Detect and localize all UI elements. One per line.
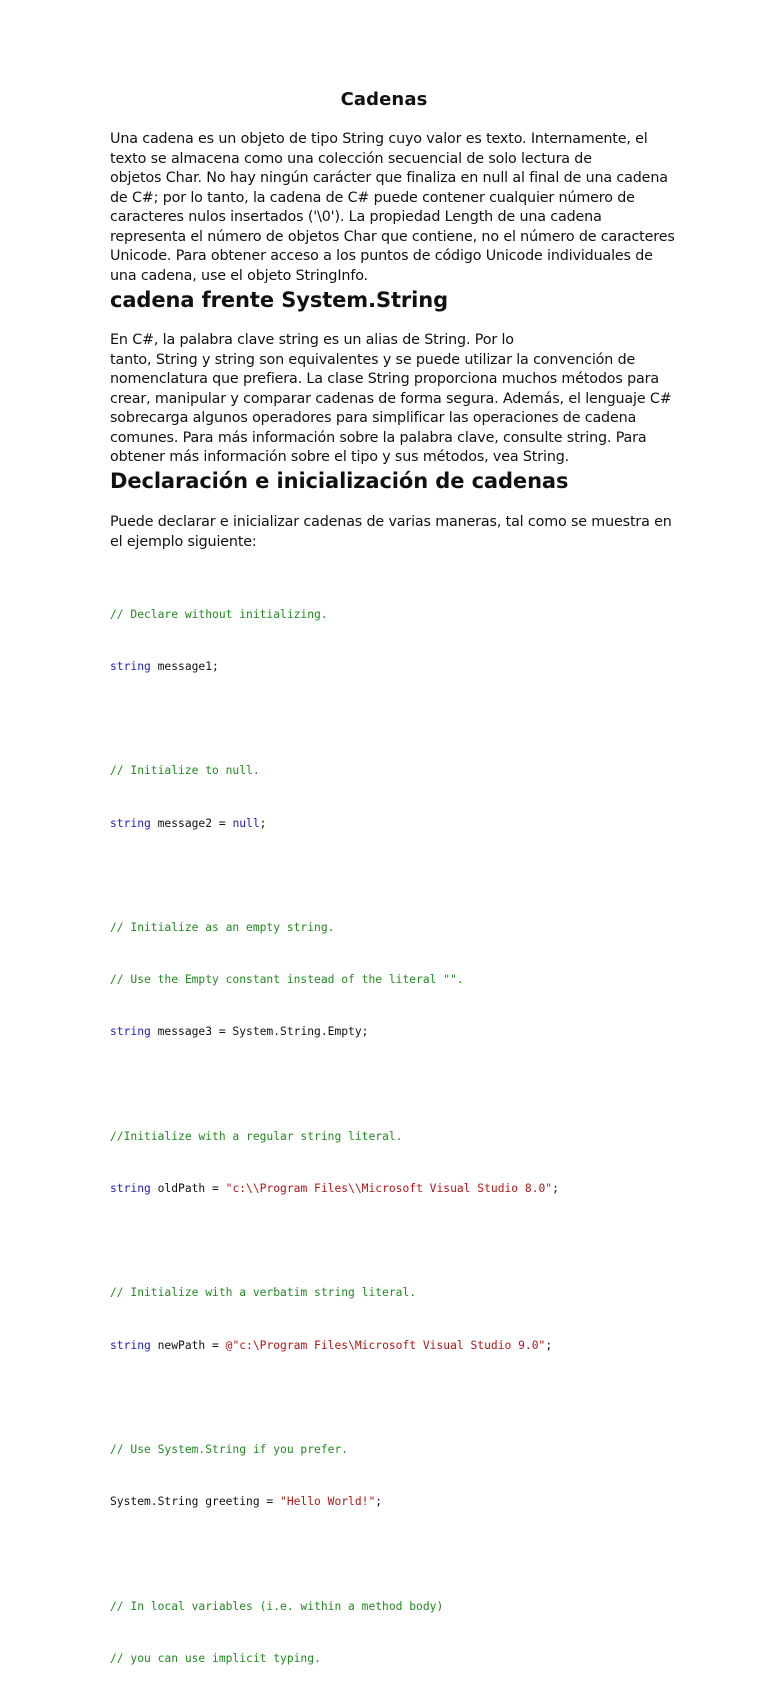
code-comment: // Initialize as an empty string. — [110, 921, 335, 935]
page-title: Cadenas — [340, 89, 428, 110]
intro-line: texto se almacena como una colección secuencial de solo lectura de — [110, 150, 592, 167]
code-keyword: string — [110, 1338, 151, 1352]
intro-line: objetos Char. No hay ningún carácter que finaliza en null al final de una cadena — [110, 170, 668, 186]
code-text: ; — [375, 1495, 383, 1509]
code-text: System.String greeting = — [110, 1495, 281, 1509]
section1-line: obtener más información sobre el tipo y sus métodos, vea String. — [110, 449, 570, 465]
section1-line: tanto, String y string son equivalentes y se puede utilizar la convención de — [110, 351, 636, 368]
code-string: "Hello World!" — [280, 1495, 376, 1509]
code-line — [110, 762, 670, 779]
code-line — [110, 658, 670, 675]
code-comment: // In local variables (i.e. within a method body) — [110, 1599, 444, 1613]
code-text: ; — [545, 1338, 553, 1352]
code-line — [110, 1284, 670, 1301]
code-text: message3 = System.String.Empty; — [150, 1025, 369, 1039]
code-comment: // Use the Empty constant instead of the literal "". — [110, 973, 464, 987]
code-line — [110, 1023, 670, 1040]
code-keyword: string — [110, 1025, 151, 1039]
code-comment: // Declare without initializing. — [110, 607, 328, 621]
code-comment: // Initialize with a verbatim string literal. — [110, 1286, 417, 1300]
code-blank-line — [110, 1232, 670, 1249]
section-heading-string: cadena frente System.String — [110, 288, 449, 312]
code-comment: // Initialize to null. — [110, 764, 260, 778]
section-heading-declaration: Declaración e inicialización de cadenas — [110, 469, 569, 493]
code-line — [110, 606, 670, 623]
code-text: oldPath = — [150, 1182, 226, 1196]
code-blank-line — [110, 1076, 670, 1093]
section1-line: sobrecarga algunos operadores para simplificar las operaciones de cadena — [110, 410, 637, 426]
code-line — [110, 1441, 670, 1458]
section2-line: Puede declarar e inicializar cadenas de varias maneras, tal como se muestra en — [110, 514, 672, 530]
code-line — [110, 971, 670, 988]
code-line — [110, 1493, 670, 1510]
intro-line: una cadena, use el objeto StringInfo. — [110, 267, 368, 284]
intro-line: Unicode. Para obtener acceso a los puntos de código Unicode individuales de — [110, 248, 653, 264]
section1-line: nomenclatura que prefiera. La clase String proporciona muchos métodos para — [110, 371, 659, 387]
code-line — [110, 1598, 670, 1615]
code-blank-line — [110, 1389, 670, 1406]
section1-line: crear, manipular y comparar cadenas de forma segura. Además, el lenguaje C# — [110, 390, 672, 407]
code-keyword: string — [110, 660, 151, 674]
code-keyword: null — [232, 816, 260, 830]
code-example — [110, 571, 670, 1702]
code-text: message2 = — [150, 816, 233, 830]
code-line — [110, 815, 670, 832]
code-blank-line — [110, 867, 670, 884]
code-text: newPath = — [150, 1338, 226, 1352]
intro-line: representa el número de objetos Char que contiene, no el número de caracteres — [110, 228, 675, 245]
code-text: ; — [259, 816, 267, 830]
code-text: message1; — [150, 660, 219, 674]
section1-line: En C#, la palabra clave string es un alias de String. Por lo — [110, 332, 514, 348]
code-keyword: string — [110, 1182, 151, 1196]
code-text: ; — [552, 1182, 559, 1196]
code-comment: // you can use implicit typing. — [110, 1651, 321, 1665]
section2-line: el ejemplo siguiente: — [110, 533, 257, 550]
section1-paragraph — [110, 331, 670, 468]
code-line — [110, 919, 670, 936]
code-line — [110, 1337, 670, 1354]
code-line — [110, 1128, 670, 1145]
code-keyword: string — [110, 816, 151, 830]
code-string: "c:\\Program Files\\Microsoft Visual Studio 8.0" — [225, 1182, 553, 1196]
code-blank-line — [110, 710, 670, 727]
intro-paragraph — [110, 130, 675, 286]
intro-line: Una cadena es un objeto de tipo String cuyo valor es texto. Internamente, el — [110, 131, 648, 147]
section1-line: comunes. Para más información sobre la palabra clave, consulte string. Para — [110, 429, 647, 446]
intro-line: de C#; por lo tanto, la cadena de C# puede contener cualquier número de — [110, 189, 635, 206]
code-comment: // Use System.String if you prefer. — [110, 1443, 349, 1457]
intro-line: caracteres nulos insertados ('\0'). La propiedad Length de una cadena — [110, 209, 602, 225]
code-line — [110, 1180, 670, 1197]
code-line — [110, 1650, 670, 1667]
code-blank-line — [110, 1545, 670, 1562]
code-comment: //Initialize with a regular string literal. — [110, 1129, 403, 1143]
code-string: @"c:\Program Files\Microsoft Visual Studio 9.0" — [225, 1338, 546, 1352]
section2-paragraph — [110, 513, 670, 552]
